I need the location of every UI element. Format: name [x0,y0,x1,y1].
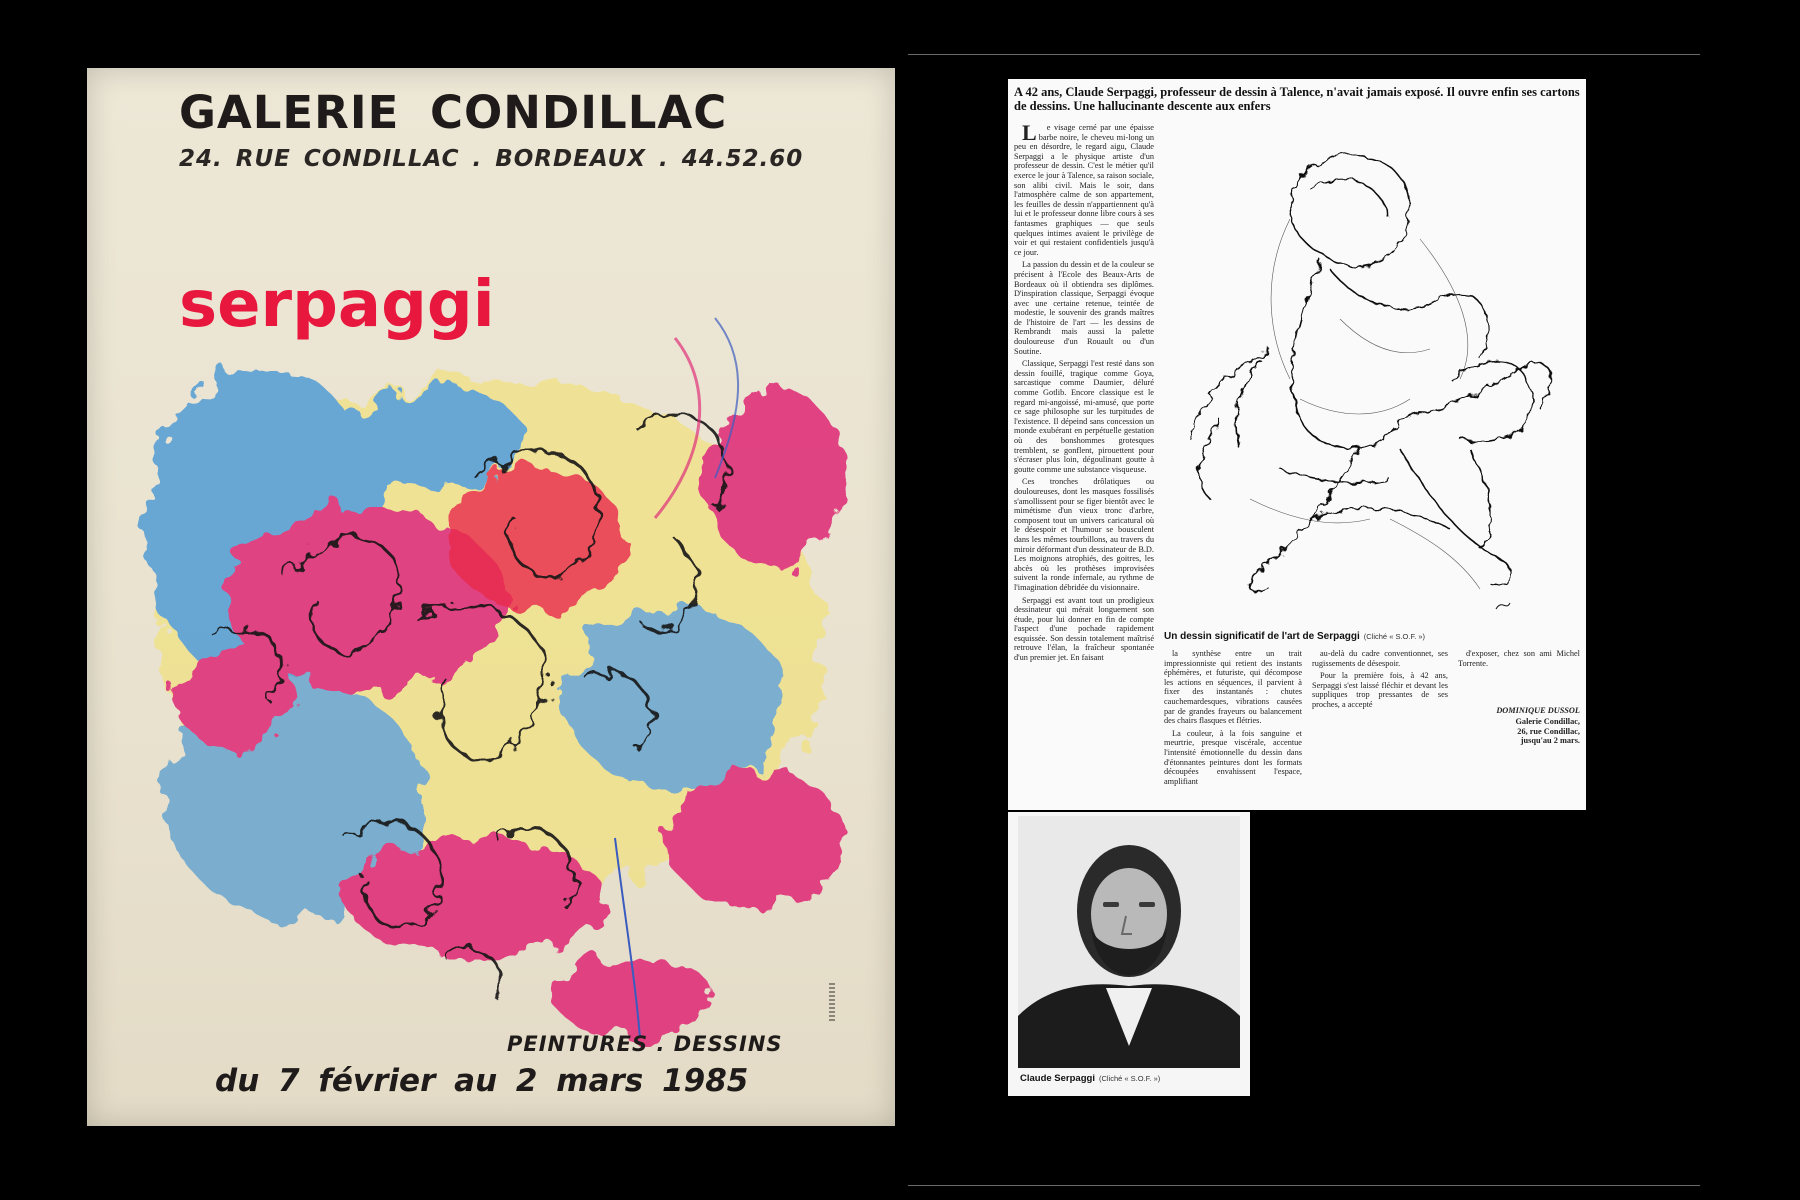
portrait-clipping [1008,812,1250,1096]
article-column-4 [1458,649,1580,705]
poster-address: 24. RUE CONDILLAC . BORDEAUX . 44.52.60 [179,146,804,172]
top-divider-line [908,54,1700,55]
article-paragraph: Classique, Serpaggi l'est resté dans son dessin fouillé, tragique comme Goya, sarcastique comme Daumier, déluré comme Gotlib. Encore classique est le regard mi-angoissé, mi-amusé, que porte ce sage philosophe sur les turpitudes de l'existence. Il dépeind sans concession un monde exubérant en perpétuelle gestation où des bonshommes grotesques tremblent, se gonflent, pirouettent pour s'écraser plus loin, dégoulinant goutte à goutte comme une substance visqueuse. [1014,359,1154,474]
poster-artist-name: serpaggi [179,268,495,342]
article-paragraph: La passion du dessin et de la couleur se précisent à l'Ecole des Beaux-Arts de Bordeaux où il obtiendra ses diplômes. D'inspiration classique, Serpaggi évoque avec une certaine retenue, teintée de modestie, le souvenir des grands maîtres de l'histoire de l'art — les dessins de Rembrandt mais aussi la palette douloureuse d'un Rouault ou d'un Soutine. [1014,260,1154,356]
newspaper-clipping [1008,79,1586,810]
article-column-1 [1014,123,1154,805]
poster-artwork [115,278,875,1058]
drawing-caption: Un dessin significatif de l'art de Serpaggi (Cliché « S.O.F. ») [1164,631,1426,642]
article-paragraph: au-delà du cadre conventionnet, ses rugissements de désespoir. [1312,649,1448,668]
article-column-3 [1312,649,1448,789]
poster-subtitle: PEINTURES . DESSINS [507,1032,783,1056]
article-column-2 [1164,649,1302,805]
article-paragraph: Pour la première fois, à 42 ans, Serpaggi s'est laissé fléchir et devant les suppliques trop pressantes de ses proches, a accepté [1312,671,1448,709]
article-paragraph: d'exposer, chez son ami Michel Torrente. [1458,649,1580,668]
article-paragraph: Serpaggi est avant tout un prodigieux dessinateur qui mérait longuement son étude, pour lui donner en fin de compte l'aspect d'une pochade rapidement esquissée. Son dessin totalement maîtrisé retrouve l'élan, la fraîcheur spontanée d'un premier jet. En faisant [1014,595,1154,663]
exhibition-poster [87,68,895,1126]
article-paragraph: Le visage cerné par une épaisse barbe noire, le cheveu mi-long un peu en désordre, le regard aigu, Claude Serpaggi a le physique artiste d'un professeur de dessin. C'est le métier qu'il exerce le jour à Talence, sa raison sociale, son alibi civil. Mais le soir, dans l'atmosphère calme de son appartement, les feuilles de dessin n'appartiennent qu'à lui et le professeur donne libre cours à ses fantasmes graphiques — que seuls quelques intimes avaient le privilège de voir et qui restaient confidentiels jusqu'à ce jour. [1014,123,1154,257]
article-paragraph: Ces tronches drôlatiques ou douloureuses, dont les masques fossilisés s'amollissent pour se figer bientôt avec le mimétisme d'un vieux tronc d'arbre, composent tout un univers caricatural où le désespoir et l'humour se bousculent dans les mêmes tourbillons, au travers du miroir déformant d'un dessinateur de B.D. Les moignons atrophiés, des goitres, les abcès où les prothèses improvisées suivent la ronde infernale, au rythme de l'imagination débridée du visionnaire. [1014,477,1154,592]
poster-title: GALERIE CONDILLAC [179,86,728,139]
portrait-caption: Claude Serpaggi (Cliché « S.O.F. ») [1020,1073,1161,1084]
poster-dates: du 7 février au 2 mars 1985 [215,1063,749,1099]
article-paragraph: La couleur, à la fois sanguine et meurtrie, presque viscérale, accentue l'intensité émotionnelle du dessin dans d'étonnantes peintures dont les formats découpées envahissent l'espace, amplifiant [1164,728,1302,786]
printer-mark [829,983,835,1021]
ink-drawing [1160,119,1580,634]
bottom-divider-line [908,1185,1700,1186]
author-signature: DOMINIQUE DUSSOL [1496,706,1580,715]
gallery-info: Galerie Condillac, 26, rue Condillac, jusqu'au 2 mars. [1515,717,1580,746]
artist-portrait-photo [1018,816,1240,1068]
article-headline: A 42 ans, Claude Serpaggi, professeur de dessin à Talence, n'avait jamais exposé. Il ouvre enfin ses cartons de dessins. Une hallucinante descente aux enfers [1014,85,1580,113]
article-paragraph: la synthèse entre un trait impressionniste qui retient des instants éphémères, et futuriste, qui décompose les actions en séquences, il parvient à fixer des instantanés : chutes cauchemardesques, vibrations causées par de grandes frayeurs ou balancement des chairs flasques et flétries. [1164,649,1302,726]
